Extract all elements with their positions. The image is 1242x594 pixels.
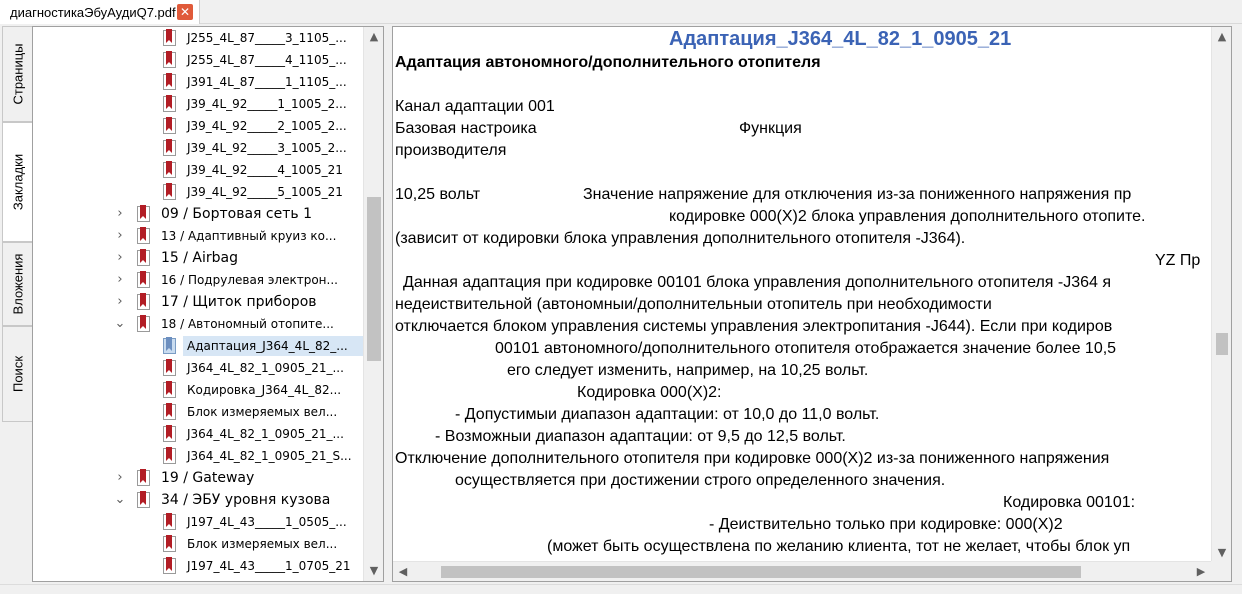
document-tab-title: диагностикаЭбуАудиQ7.pdf <box>10 4 176 20</box>
bookmark-icon <box>163 382 176 398</box>
bookmark-icon <box>163 448 176 464</box>
bookmark-label: 16 / Подрулевая электрон... <box>161 273 338 287</box>
bookmark-item[interactable] <box>33 533 363 555</box>
collapse-chevron-icon[interactable]: ⌄ <box>114 316 126 331</box>
text-line: кодировке 000(X)2 блока управления дополнительного отопите. <box>669 208 1146 225</box>
scroll-thumb[interactable] <box>1216 333 1228 355</box>
bookmark-item[interactable] <box>33 27 363 49</box>
bookmark-label: J364_4L_82_1_0905_21_... <box>187 361 344 375</box>
bookmark-label: J197_4L_43_____1_0505_... <box>187 515 347 529</box>
bookmark-item[interactable] <box>33 247 363 269</box>
bookmark-label: J39_4L_92_____2_1005_2... <box>187 119 347 133</box>
tab-pages[interactable] <box>2 26 32 122</box>
text-line: Данная адаптация при кодировке 00101 блока управления дополнительного отопителя -J364 я <box>403 274 1112 291</box>
expand-chevron-icon[interactable]: › <box>117 250 123 265</box>
tab-search-label: Поиск <box>10 355 25 393</box>
bookmark-icon <box>163 30 176 46</box>
bookmark-icon <box>163 360 176 376</box>
side-panel-tabs <box>0 26 32 592</box>
bookmark-item[interactable] <box>33 467 363 489</box>
bookmark-icon <box>163 52 176 68</box>
bookmark-icon <box>137 294 150 310</box>
bookmark-icon <box>163 96 176 112</box>
bookmark-icon <box>137 272 150 288</box>
text-line: Кодировка 00101: <box>1003 494 1136 511</box>
bookmark-item[interactable] <box>33 49 363 71</box>
page-title: Адаптация_J364_4L_82_1_0905_21 <box>669 28 1012 50</box>
bookmark-label: J39_4L_92_____3_1005_2... <box>187 141 347 155</box>
bookmark-tree <box>33 27 363 579</box>
expand-chevron-icon[interactable]: › <box>117 272 123 287</box>
document-tab-bar <box>0 0 1242 24</box>
bookmark-label: 34 / ЭБУ уровня кузова <box>161 492 331 508</box>
bookmark-icon <box>163 426 176 442</box>
bookmark-label: J39_4L_92_____4_1005_21 <box>187 163 343 177</box>
bookmark-icon <box>163 140 176 156</box>
bookmark-item[interactable] <box>33 511 363 533</box>
tab-attachments-label: Вложения <box>10 253 25 315</box>
bookmark-item[interactable] <box>33 357 363 379</box>
text-line: 10,25 вольт <box>395 186 481 203</box>
tab-bookmarks[interactable] <box>2 122 32 242</box>
bookmark-icon <box>137 206 150 222</box>
bookmark-label: Адаптация_J364_4L_82_... <box>183 336 363 356</box>
bookmark-label: 15 / Airbag <box>161 250 239 266</box>
bookmark-item[interactable] <box>33 423 363 445</box>
scroll-corner <box>1211 561 1231 581</box>
bookmark-icon <box>137 250 150 266</box>
bookmark-label: J39_4L_92_____5_1005_21 <box>187 185 343 199</box>
bookmark-item[interactable] <box>33 313 363 335</box>
text-line: Функция <box>739 120 802 137</box>
bookmark-item[interactable] <box>33 269 363 291</box>
bookmark-item[interactable] <box>33 379 363 401</box>
scroll-thumb[interactable] <box>367 197 381 361</box>
text-line: - Деиствительно только при кодировке: 000(X)2 <box>709 516 1063 533</box>
text-line: (может быть осуществлена по желанию клиента, тот не желает, чтобы блок уп <box>547 538 1131 555</box>
text-line: - Допустимыи диапазон адаптации: от 10,0 до 11,0 вольт. <box>455 406 880 423</box>
bookmark-icon <box>163 536 176 552</box>
bookmark-icon <box>163 184 176 200</box>
expand-chevron-icon[interactable]: › <box>117 470 123 485</box>
expand-chevron-icon[interactable]: › <box>117 206 123 221</box>
tab-attachments[interactable] <box>2 242 32 326</box>
bookmarks-panel <box>32 26 384 582</box>
tab-pages-label: Страницы <box>10 43 25 105</box>
text-line: Базовая настроика <box>395 120 537 137</box>
page-content <box>393 27 1211 563</box>
document-horizontal-scrollbar[interactable] <box>393 561 1211 581</box>
bookmark-label: J197_4L_43_____1_0705_21 <box>187 559 351 573</box>
bookmark-item[interactable] <box>33 555 363 577</box>
text-line: Отключение дополнительного отопителя при кодировке 000(X)2 из-за пониженного напряжения <box>395 450 1110 467</box>
scroll-thumb[interactable] <box>441 566 1081 578</box>
bookmark-icon <box>163 338 176 354</box>
page-subtitle: Адаптация автономного/дополнительного отопителя <box>395 54 821 71</box>
bookmark-icon <box>137 492 150 508</box>
bookmark-label: J364_4L_82_1_0905_21_... <box>187 427 344 441</box>
bookmark-label: J39_4L_92_____1_1005_2... <box>187 97 347 111</box>
bookmark-label: 09 / Бортовая сеть 1 <box>161 206 312 222</box>
collapse-chevron-icon[interactable]: ⌄ <box>114 492 126 507</box>
bookmark-icon <box>163 74 176 90</box>
text-line: недеиствительной (автономныи/дополнительныи отопитель при необходимости <box>395 296 992 313</box>
bookmark-icon <box>137 470 150 486</box>
expand-chevron-icon[interactable]: › <box>117 228 123 243</box>
document-vertical-scrollbar[interactable] <box>1211 27 1231 563</box>
bookmark-item[interactable] <box>33 489 363 511</box>
scroll-down-icon[interactable]: ▼ <box>369 564 379 577</box>
text-line: Значение напряжение для отключения из-за пониженного напряжения пр <box>583 186 1132 203</box>
scroll-right-icon[interactable]: ▶ <box>1196 565 1206 578</box>
bookmark-item[interactable] <box>33 137 363 159</box>
scroll-left-icon[interactable]: ◀ <box>398 565 408 578</box>
tab-search[interactable] <box>2 326 32 422</box>
bookmark-item[interactable] <box>33 71 363 93</box>
expand-chevron-icon[interactable]: › <box>117 294 123 309</box>
text-line: (зависит от кодировки блока управления дополнительного отопителя -J364). <box>395 230 966 247</box>
bookmark-label: J255_4L_87_____4_1105_... <box>187 53 347 67</box>
bookmark-item[interactable] <box>33 115 363 137</box>
bookmark-label: 17 / Щиток приборов <box>161 294 317 310</box>
close-tab-icon[interactable]: ✕ <box>177 4 193 20</box>
scroll-down-icon[interactable]: ▼ <box>1217 546 1227 559</box>
scroll-up-icon[interactable]: ▲ <box>369 30 379 43</box>
status-bar <box>0 584 1242 594</box>
bookmark-icon <box>163 118 176 134</box>
text-line: отключается блоком управления системы управления электропитания -J644). Если при кодиров <box>395 318 1113 335</box>
bookmark-item[interactable] <box>33 291 363 313</box>
bookmark-label: J364_4L_82_1_0905_21_S... <box>187 449 352 463</box>
text-line: осуществляется при достижении строго определенного значения. <box>455 472 946 489</box>
bookmark-label: 19 / Gateway <box>161 470 255 486</box>
text-line: - Возможныи диапазон адаптации: от 9,5 до 12,5 вольт. <box>435 428 846 445</box>
document-tab[interactable] <box>0 0 200 24</box>
tab-bookmarks-label: Закладки <box>10 153 25 211</box>
bookmark-icon <box>163 404 176 420</box>
text-line: Канал адаптации 001 <box>395 98 555 115</box>
bookmark-label: 18 / Автономный отопите... <box>161 317 334 331</box>
text-line: YZ Пр <box>1155 252 1201 269</box>
bookmark-item[interactable] <box>33 335 363 357</box>
bookmarks-scrollbar[interactable] <box>363 27 383 581</box>
text-line: производителя <box>395 142 507 159</box>
bookmark-label: 13 / Адаптивный круиз ко... <box>161 229 337 243</box>
bookmark-icon <box>163 558 176 574</box>
text-line: его следует изменить, например, на 10,25 вольт. <box>507 362 869 379</box>
bookmark-label: Блок измеряемых вел... <box>187 537 338 551</box>
bookmark-label: J255_4L_87_____3_1105_... <box>187 31 347 45</box>
bookmark-item[interactable] <box>33 181 363 203</box>
scroll-up-icon[interactable]: ▲ <box>1217 30 1227 43</box>
text-line: 00101 автономного/дополнительного отопителя отображается значение более 10,5 <box>495 340 1117 357</box>
bookmark-item[interactable] <box>33 203 363 225</box>
document-view <box>392 26 1232 582</box>
bookmark-item[interactable] <box>33 401 363 423</box>
bookmark-label: Блок измеряемых вел... <box>187 405 338 419</box>
bookmark-item[interactable] <box>33 93 363 115</box>
bookmark-icon <box>137 316 150 332</box>
bookmark-icon <box>137 228 150 244</box>
bookmark-item[interactable] <box>33 225 363 247</box>
bookmark-icon <box>163 162 176 178</box>
text-line: Кодировка 000(X)2: <box>577 384 722 401</box>
bookmark-label: J391_4L_87_____1_1105_... <box>187 75 347 89</box>
bookmark-item[interactable] <box>33 159 363 181</box>
bookmark-icon <box>163 514 176 530</box>
bookmark-label: Кодировка_J364_4L_82... <box>187 383 342 397</box>
bookmark-item[interactable] <box>33 445 363 467</box>
